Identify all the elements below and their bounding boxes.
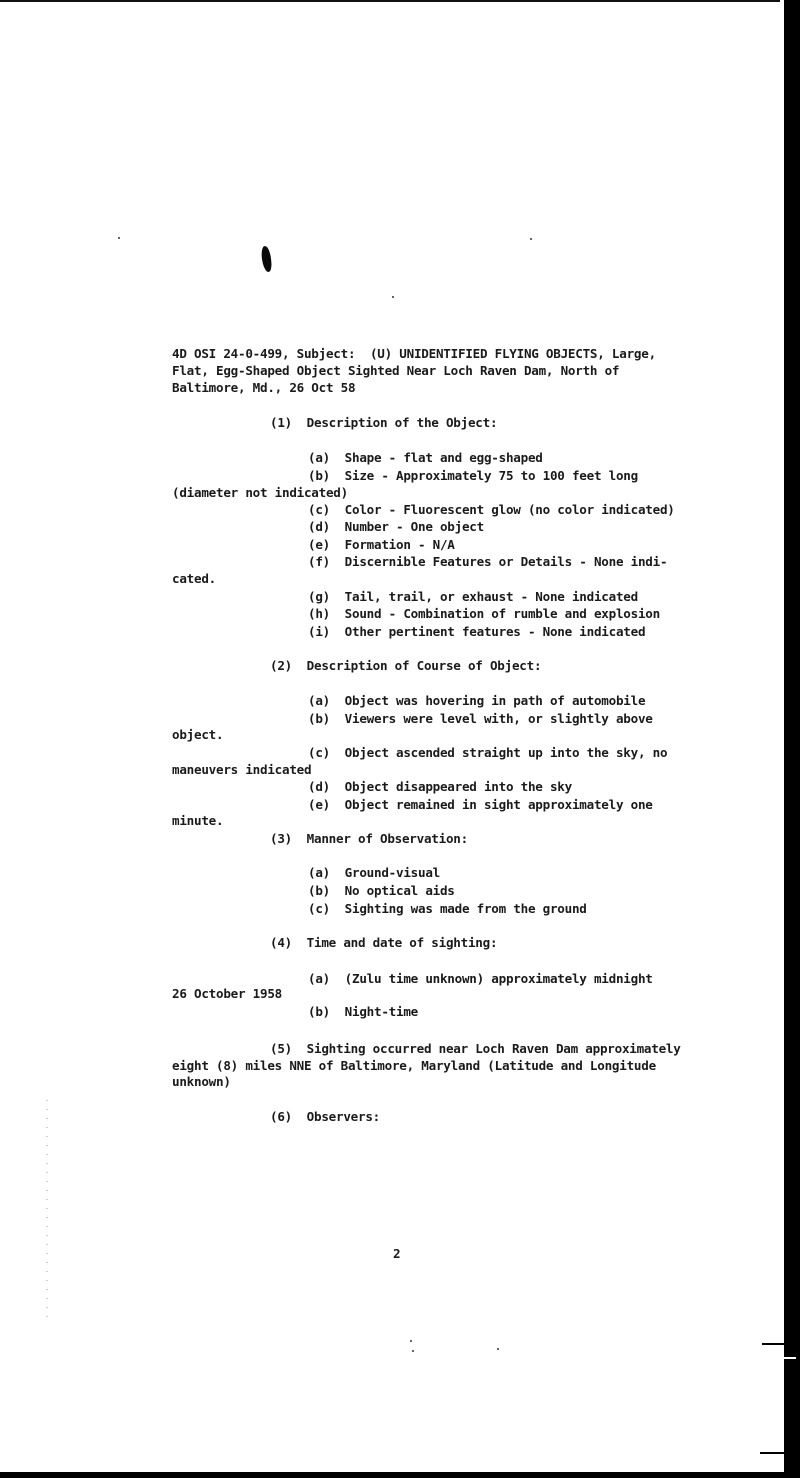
scan-edge-dots [46,1100,48,1320]
section-6-heading: (6) Observers: [270,1109,380,1124]
item-3c: (c) Sighting was made from the ground [308,901,587,916]
item-1f: (f) Discernible Features or Details - None indi- [308,554,668,569]
scan-speck [118,237,120,239]
scan-speck [392,296,394,298]
item-1h: (h) Sound - Combination of rumble and explosion [308,606,660,621]
item-2b-cont: object. [172,727,224,742]
item-3a: (a) Ground-visual [308,865,440,880]
scan-edge-right [784,0,800,1478]
scan-speck [497,1348,499,1350]
page-number: 2 [393,1246,401,1261]
item-1b-cont: (diameter not indicated) [172,485,348,500]
section-5-line-3: unknown) [172,1074,231,1089]
scan-notch [762,1343,786,1345]
section-2-heading: (2) Description of Course of Object: [270,658,542,673]
item-2e: (e) Object remained in sight approximately one [308,797,653,812]
item-2b: (b) Viewers were level with, or slightly above [308,711,653,726]
subject-line-2: Flat, Egg-Shaped Object Sighted Near Loch Raven Dam, North of [172,363,620,378]
item-2c-cont: maneuvers indicated [172,762,312,777]
item-2c: (c) Object ascended straight up into the sky, no [308,745,668,760]
item-1b: (b) Size - Approximately 75 to 100 feet long [308,468,638,483]
scan-speck [410,1340,412,1342]
item-1c: (c) Color - Fluorescent glow (no color indicated) [308,502,675,517]
ink-blot [261,246,273,273]
item-2e-cont: minute. [172,813,224,828]
scan-notch [784,1357,796,1359]
item-4b: (b) Night-time [308,1004,418,1019]
section-3-heading: (3) Manner of Observation: [270,831,468,846]
item-2a: (a) Object was hovering in path of automobile [308,693,646,708]
item-1a: (a) Shape - flat and egg-shaped [308,450,543,465]
scan-edge-top [0,0,780,2]
section-1-heading: (1) Description of the Object: [270,415,498,430]
item-1e: (e) Formation - N/A [308,537,455,552]
subject-line-1: 4D OSI 24-0-499, Subject: (U) UNIDENTIFIED FLYING OBJECTS, Large, [172,346,656,361]
item-4a-cont: 26 October 1958 [172,986,282,1001]
scan-edge-bottom [0,1472,800,1478]
scan-notch [760,1452,786,1454]
section-5-line-1: (5) Sighting occurred near Loch Raven Dam approximately [270,1041,681,1056]
item-3b: (b) No optical aids [308,883,455,898]
scan-speck [412,1350,414,1352]
subject-line-3: Baltimore, Md., 26 Oct 58 [172,380,356,395]
item-1d: (d) Number - One object [308,519,484,534]
section-4-heading: (4) Time and date of sighting: [270,935,498,950]
item-1f-cont: cated. [172,571,216,586]
item-1i: (i) Other pertinent features - None indicated [308,624,646,639]
scan-speck [530,238,532,240]
item-1g: (g) Tail, trail, or exhaust - None indicated [308,589,638,604]
item-4a: (a) (Zulu time unknown) approximately midnight [308,971,653,986]
item-2d: (d) Object disappeared into the sky [308,779,572,794]
section-5-line-2: eight (8) miles NNE of Baltimore, Maryland (Latitude and Longitude [172,1058,656,1073]
